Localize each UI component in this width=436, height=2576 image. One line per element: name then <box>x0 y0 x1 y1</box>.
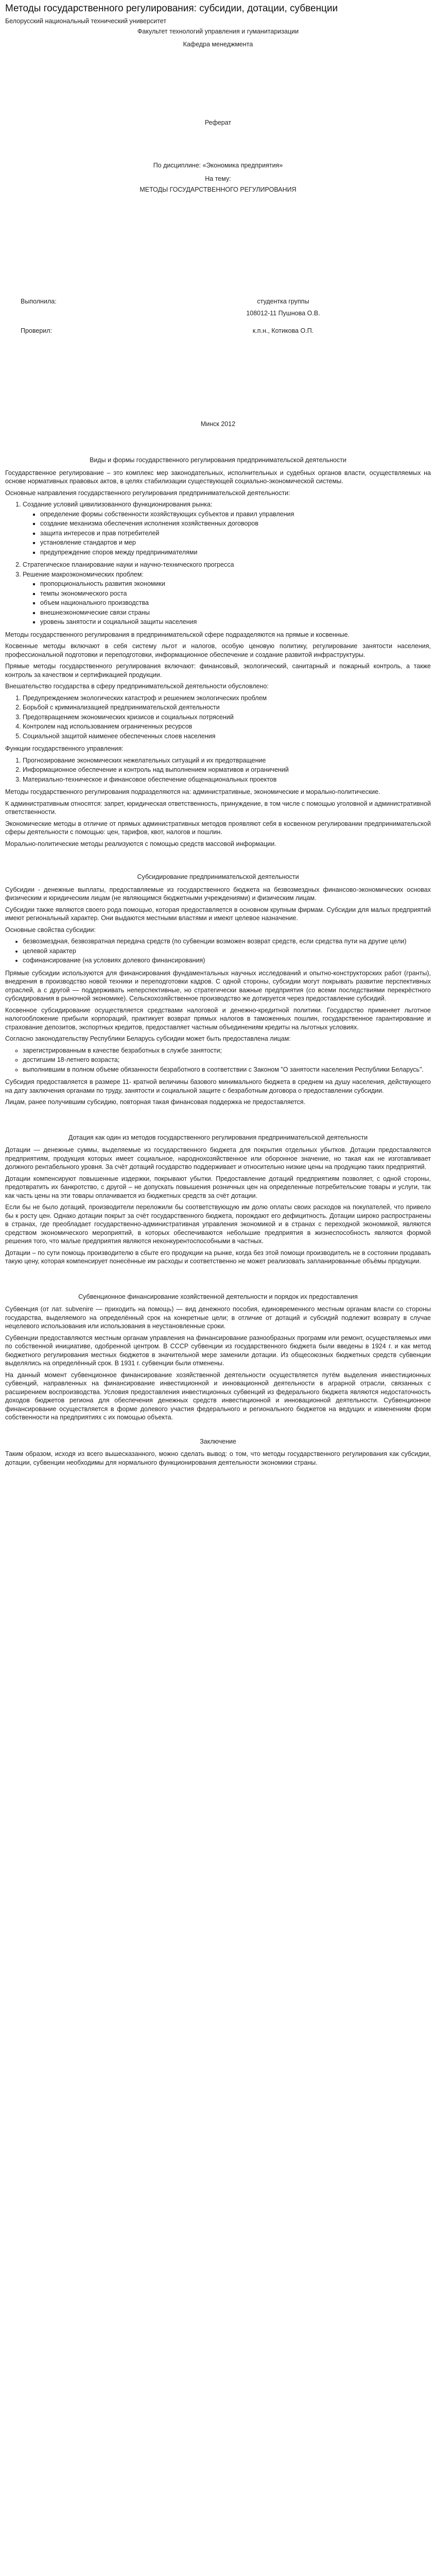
section-title: Субсидирование предпринимательской деятельности <box>137 873 299 881</box>
city-year: Минск 2012 <box>200 420 236 428</box>
sub-list <box>23 580 431 626</box>
paragraph: Субсидия предоставляется в размере 11- кратной величины базового минимального бюджета в среднем на душу населения, действующего на дату заключения органами по труду, занятости и социальной защите с безработным договора о предоставлении субсидии. <box>5 1078 431 1094</box>
list-item-text: Информационное обеспечение и контроль над выполнением нормативов и ограничений <box>23 766 289 774</box>
numbered-list <box>5 500 431 626</box>
list-item-text: Решение макроэкономических проблем: <box>23 570 144 578</box>
sub-list-item: ▪ предупреждение споров между предпринимателями <box>40 548 431 557</box>
sub-list-item: ▪ установление стандартов и мер <box>40 538 431 547</box>
list-item-text: Предупреждением экологических катастроф и решением экологических проблем <box>23 694 267 702</box>
doc-type: Реферат <box>204 119 232 127</box>
list-item-text: Прогнозирование экономических нежелательных ситуаций и их предотвращение <box>23 756 266 764</box>
section-title: Виды и формы государственного регулирования предпринимательской деятельности <box>90 456 346 464</box>
checker-signature <box>21 327 350 335</box>
paragraph: Субвенции предоставляются местным органам управления на финансирование разнообразных программ или ремонт, осуществляемых ими по собственной инициативе, одобренной центром. В СССР субвенции из государственного бюджета были введены в 1924 г. и как метод бюджетного регулирования местных бюджетов в значительной мере заменили дотации. Из общесоюзных бюджетных средств субвенции выделялись на определённый срок. В 1931 г. субвенции были отменены. <box>5 1334 431 1367</box>
paragraph: Дотации – по сути помощь производителю в сбыте его продукции на рынке, когда без этой помощи производитель не в состоянии продавать такую цену, которая компенсирует понесённые им расходы и соответственно не может реализовать запланированные объёмы продукции. <box>5 1249 431 1265</box>
list-item <box>23 756 431 765</box>
sub-list-item: ▪ внешнеэкономические связи страны <box>40 608 431 617</box>
paragraph: Дотации компенсируют повышенные издержки, покрывают убытки. Предоставление дотаций предприятиям позволяет, с одной стороны, предотвратить их банкротство, с другой – не допускать повышения розничных цен на определенные потребительские товары и услуги, так как часть цены на эти товары оплачивается из бюджетных средств за счёт дотации. <box>5 1175 431 1199</box>
paragraph: Косвенные методы включают в себя систему льгот и налогов, особую ценовую политику, регулирование занятости населения, профессиональной подготовки и переподготовки, информационное обеспечение и создание развитой инфраструктуры. <box>5 642 431 658</box>
author-name: 108012-11 Пушнова О.В. <box>246 309 320 317</box>
bullet-item: • целевой характер <box>23 947 431 956</box>
paragraph: Таким образом, исходя из всего вышесказанного, можно сделать вывод: о том, что методы государственного регулирования как субсидии, дотации, субвенции необходимы для нормального функционирования деятельности экономики страны. <box>5 1450 431 1466</box>
bullet-item: • безвозмездная, безвозвратная передача средств (по субвенции возможен возврат средств, если средства пути на другие цели) <box>23 937 431 946</box>
list-item <box>23 561 431 569</box>
list-item-text: Материально-техническое и финансовое обеспечение общенациональных проектов <box>23 775 277 783</box>
list-item-text: Социальной защитой наименее обеспеченных слоев населения <box>23 732 216 740</box>
document-title: Методы государственного регулирования: субсидии, дотации, субвенции <box>5 3 338 14</box>
list-item <box>23 713 431 722</box>
list-item-text: Стратегическое планирование науки и научно-технического прогресса <box>23 561 234 569</box>
sub-list <box>23 510 431 557</box>
topic: МЕТОДЫ ГОСУДАРСТВЕННОГО РЕГУЛИРОВАНИЯ <box>139 185 297 193</box>
sub-list-item: ▪ темпы экономического роста <box>40 589 431 598</box>
paragraph: Методы государственного регулирования подразделяются на: административные, экономические и морально-политические. <box>5 788 380 796</box>
author-signature <box>21 297 350 317</box>
section-title: Субвенционное финансирование хозяйственной деятельности и порядок их предоставления <box>78 1293 358 1300</box>
list-item-text: Создание условий цивилизованного функционирования рынка: <box>23 501 213 509</box>
paragraph: Субсидии также являются своего рода помощью, которая предоставляется в основном крупным фирмам. Субсидии для малых предприятий имеют региональный характер. Они выдаются местными властями и имеют целевое назначение. <box>5 906 431 922</box>
paragraph: Дотации — денежные суммы, выделяемые из государственного бюджета для покрытия отдельных убытков. Дотации предоставляются предприятиям, продукция которых имеет социальное, народнохозяйственное или оборонное значение, но такая как не изготавливает должного рентабельного уровня. За счёт дотаций государство поддерживает и относительно низкие цены на продукцию таких предприятий. <box>5 1146 431 1171</box>
list-item <box>23 732 431 741</box>
section-title: Заключение <box>200 1437 236 1445</box>
paragraph: Субсидии - денежные выплаты, предоставляемые из государственного бюджета на безвозмездных финансово-экономических основах физическим и юридическим лицам (не являющимся бюджетными учреждениями) и физическим лицам. <box>5 886 431 902</box>
paragraph: Косвенное субсидирование осуществляется средствами налоговой и денежно-кредитной политики. Государство применяет льготное налогообложение прибыли корпораций, практикует возврат прямых налогов в таможенных пошлин, государственное гарантирование и страхование депозитов, экспортных кредитов, предоставляет частным объединениям кредиты на льготных условиях. <box>5 1006 431 1031</box>
section-title: Дотация как один из методов государственного регулирования предпринимательской деятельности <box>68 1133 368 1141</box>
checker-label: Проверил: <box>21 327 53 335</box>
title-page <box>5 17 431 429</box>
paragraph: Морально-политические методы реализуются с помощью средств массовой информации. <box>5 840 276 848</box>
discipline: По дисциплине: «Экономика предприятия» <box>153 161 283 169</box>
department-name: Кафедра менеджмента <box>183 40 253 48</box>
paragraph: Основные свойства субсидии: <box>5 926 96 934</box>
list-item <box>23 775 431 784</box>
paragraph: Лицам, ранее получившим субсидию, повторная такая финансовая поддержка не предоставляется. <box>5 1098 306 1106</box>
faculty-name: Факультет технологий управления и гуманитаризации <box>137 28 299 36</box>
bullet-list <box>5 937 431 965</box>
list-item-text: Контролем над использованием ограниченных ресурсов <box>23 723 193 731</box>
document-body <box>5 438 431 1467</box>
checker-name: к.п.н., Котикова О.П. <box>252 327 314 335</box>
numbered-list <box>5 756 431 784</box>
sub-list-item: ▪ создание механизма обеспечения исполнения хозяйственных договоров <box>40 519 431 528</box>
sub-list-item: ▪ определение формы собственности хозяйствующих субъектов и правил управления <box>40 510 431 519</box>
paragraph: Внешательство государства в сферу предпринимательской деятельности обусловлено: <box>5 683 269 690</box>
list-item <box>23 500 431 556</box>
sub-list-item: ▪ защита интересов и прав потребителей <box>40 529 431 538</box>
paragraph: Государственное регулирование – это комплекс мер законодательных, исполнительных и судебных органов власти, осуществляемых на основе нормативных правовых актов, в целях стабилизации существующей социально-экономической системы. <box>5 469 431 485</box>
paragraph: Если бы не было дотаций, производители переложили бы соответствующую им долю оплаты своих расходов на покупателей, что привело бы к росту цен. Однако дотации покрыт за счёт государственного бюджета, порождают его дефицитность. Дотации широко распространены в странах, где преобладает государственно-административная управления экономикой и в странах с переходной экономикой, являются средством экономического мероприятий, в которых обеспечиваются небольшие предприятия в жизнеспособность являются формой решения того, что малые предприятия являются неконкурентоспособными в частных. <box>5 1204 431 1245</box>
author-group: студентка группы <box>257 298 309 306</box>
paragraph: Согласно законодательству Республики Беларусь субсидии может быть предоставлена лицам: <box>5 1035 291 1043</box>
numbered-list <box>5 694 431 741</box>
sub-list-item: ▪ объем национального производства <box>40 599 431 607</box>
paragraph: Основные направления государственного регулирования предпринимательской деятельности: <box>5 489 290 497</box>
section-5 <box>5 1425 431 1467</box>
list-item <box>23 766 431 774</box>
section-3 <box>5 1110 431 1266</box>
university-name: Белорусский национальный технический университет <box>5 17 167 25</box>
paragraph: Прямые субсидии используются для финансирования фундаментальных научных исследований и опытно-конструкторских работ (гранты), внедрения в производство новой техники и переподготовки кадров. С одной стороны, субсидии могут покрывать развитие перспективных отраслей, а с другой — поддерживать неперспективные, но стратегически важные предприятия (со всеми последствиями перекрёстного субсидирования в рыночной экономике). Сельскохозяйственное производство же дотируется через предоставление субсидий. <box>5 969 431 1003</box>
list-item <box>23 703 431 712</box>
topic-label: На тему: <box>205 175 231 183</box>
bullet-item: • софинансирование (на условиях долевого финансирования) <box>23 956 431 965</box>
list-item-text: Борьбой с криминализацией предпринимательской деятельности <box>23 704 220 711</box>
paragraph: Функции государственного управления: <box>5 745 124 753</box>
list-item <box>23 722 431 731</box>
bullet-item: ◦ зарегистрированным в качестве безработных в службе занятости; <box>23 1046 431 1055</box>
bullet-item: ◦ достигшим 18-летнего возраста; <box>23 1056 431 1064</box>
list-item-text: Предотвращением экономических кризисов и социальных потрясений <box>23 713 234 721</box>
paragraph: Прямые методы государственного регулирования включают: финансовый, экологический, санитарный и пожарный контроль, а также контроль за качеством и сертификацией продукции. <box>5 663 431 679</box>
section-1 <box>5 438 431 848</box>
sub-list-item: ▪ уровень занятости и социальной защиты населения <box>40 618 431 626</box>
paragraph: Субвенция (от лат. subvenire — приходить на помощь) — вид денежного пособия, единовременного местным органам власти со стороны государства, выделяемого на определённый срок на конкретные цели; в отличие от дотаций и субсидий подлежит возврату в случае нецелевого использования или использования в неустановленные сроки. <box>5 1306 431 1330</box>
paragraph: К административным относятся: запрет, юридическая ответственность, принуждение, в том числе с помощью уголовной и административной ответственности. <box>5 800 431 816</box>
author-label: Выполнила: <box>21 298 57 306</box>
paragraph: Методы государственного регулирования в предпринимательской сфере подразделяются на прямые и косвенные. <box>5 631 350 638</box>
paragraph: Экономические методы в отличие от прямых административных методов проявляют себя в косвенном регулировании предпринимательской сферы деятельности с помощью: цен, тарифов, квот, налогов и пошлин. <box>5 820 431 836</box>
list-item <box>23 694 431 703</box>
bullet-item: ◦ выполнившим в полном объеме обязанности безработного в соответствии с Законом "О занятости населения Республики Беларусь". <box>23 1065 431 1074</box>
section-2 <box>5 851 431 1107</box>
paragraph: На данный момент субвенционное финансирование хозяйственной деятельности осуществляется путём выделения инвестиционных субвенций, направленных на финансирование инвестиционной и инновационной деятельности в аграрной отрасли, связанных с расширением воспроизводства. Условия предоставления инвестиционных субвенций из федерального бюджета являются недостаточность доходов бюджетов региона для обеспечения денежных средств инвестиционной и инновационной деятельности. Субвенционное финансирование осуществляется в форме долевого участия федерального и регионального бюджетов на ведущих и изменениям форм собственности на предприятиях с их помощью объекта. <box>5 1371 431 1421</box>
section-4 <box>5 1269 431 1422</box>
bullet-list <box>5 1046 431 1074</box>
sub-list-item: ▪ пропорциональность развития экономики <box>40 580 431 588</box>
list-item <box>23 570 431 626</box>
